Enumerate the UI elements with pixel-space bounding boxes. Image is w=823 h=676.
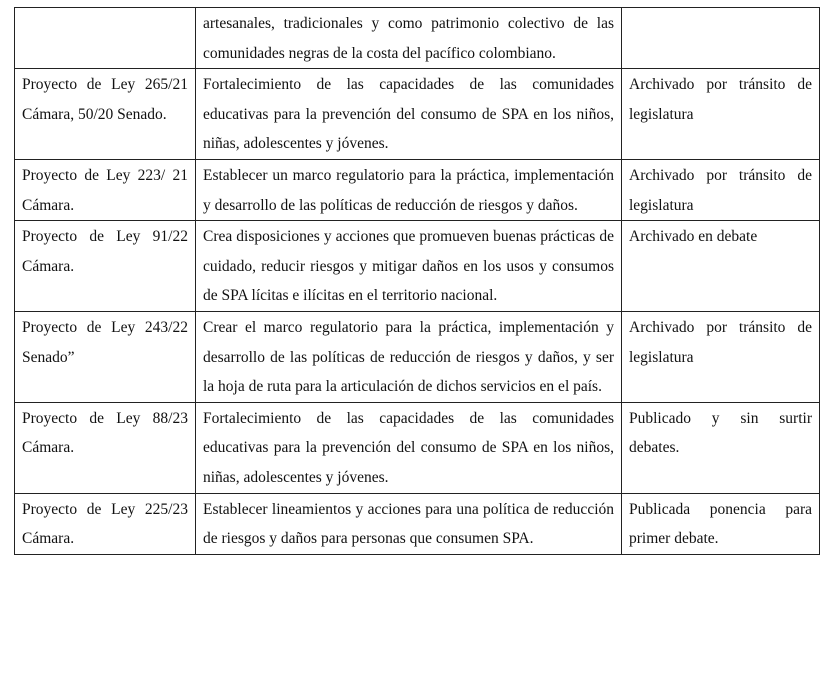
status-cell: Publicada ponencia para primer debate. xyxy=(622,493,820,554)
bill-cell: Proyecto de Ley 265/21 Cámara, 50/20 Senado. xyxy=(15,69,196,160)
description-cell: Fortalecimiento de las capacidades de las comunidades educativas para la prevención del consumo de SPA en los niños, niñas, adolescentes y jóvenes. xyxy=(196,402,622,493)
description-cell: Establecer lineamientos y acciones para una política de reducción de riesgos y daños para personas que consumen SPA. xyxy=(196,493,622,554)
table-row xyxy=(15,69,820,160)
bill-cell: Proyecto de Ley 243/22 Senado” xyxy=(15,311,196,402)
description-cell: artesanales, tradicionales y como patrimonio colectivo de las comunidades negras de la costa del pacífico colombiano. xyxy=(196,8,622,69)
status-cell xyxy=(622,8,820,69)
status-cell: Archivado por tránsito de legislatura xyxy=(622,69,820,160)
table-row xyxy=(15,159,820,220)
table-row xyxy=(15,311,820,402)
status-cell: Archivado por tránsito de legislatura xyxy=(622,311,820,402)
bill-cell xyxy=(15,8,196,69)
bill-cell: Proyecto de Ley 223/ 21 Cámara. xyxy=(15,159,196,220)
description-cell: Establecer un marco regulatorio para la práctica, implementación y desarrollo de las políticas de reducción de riesgos y daños. xyxy=(196,159,622,220)
description-cell: Fortalecimiento de las capacidades de las comunidades educativas para la prevención del consumo de SPA en los niños, niñas, adolescentes y jóvenes. xyxy=(196,69,622,160)
status-cell: Archivado en debate xyxy=(622,221,820,312)
bill-cell: Proyecto de Ley 88/23 Cámara. xyxy=(15,402,196,493)
status-cell: Archivado por tránsito de legislatura xyxy=(622,159,820,220)
bills-table xyxy=(14,7,820,555)
table-row xyxy=(15,402,820,493)
bill-cell: Proyecto de Ley 225/23 Cámara. xyxy=(15,493,196,554)
bill-cell: Proyecto de Ley 91/22 Cámara. xyxy=(15,221,196,312)
table-row xyxy=(15,8,820,69)
table-row xyxy=(15,221,820,312)
status-cell: Publicado y sin surtir debates. xyxy=(622,402,820,493)
table-row xyxy=(15,493,820,554)
description-cell: Crear el marco regulatorio para la práctica, implementación y desarrollo de las políticas de reducción de riesgos y daños, y ser la hoja de ruta para la articulación de dichos servicios en el país. xyxy=(196,311,622,402)
description-cell: Crea disposiciones y acciones que promueven buenas prácticas de cuidado, reducir riesgos y mitigar daños en los usos y consumos de SPA lícitas e ilícitas en el territorio nacional. xyxy=(196,221,622,312)
